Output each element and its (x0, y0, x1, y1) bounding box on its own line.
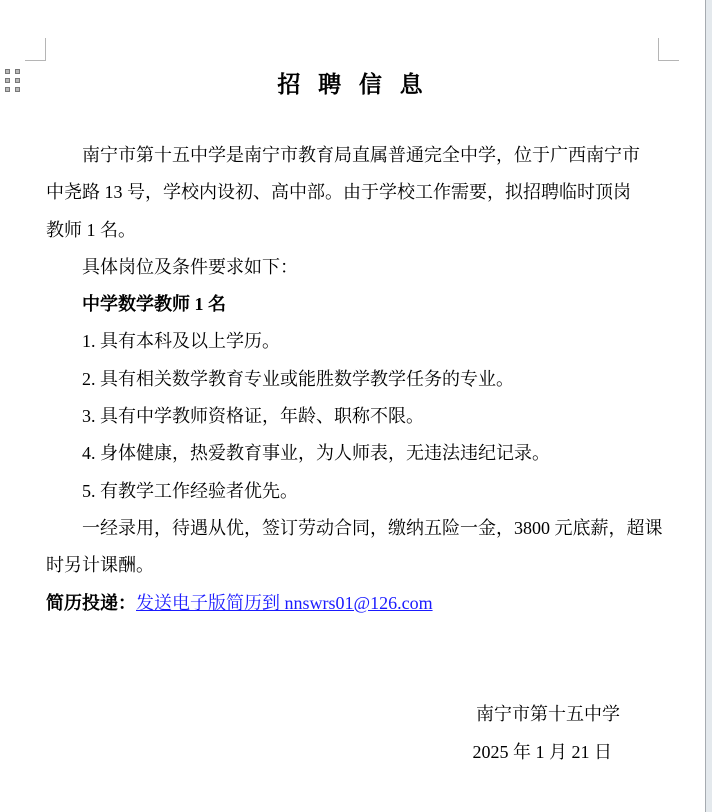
blank-line (46, 622, 660, 659)
paragraph-line: 时另计课酬。 (46, 555, 154, 576)
resume-label: 简历投递： (46, 592, 136, 613)
signature-school-name: 南宁市第十五中学 (476, 704, 620, 725)
resume-line (46, 585, 660, 622)
position-heading: 中学数学教师 1 名 (82, 294, 226, 315)
paragraph-line: 中尧路 13 号，学校内设初、高中部。由于学校工作需要，拟招聘临时顶岗 (46, 182, 631, 203)
document-body (46, 137, 663, 771)
requirement-item: 3. 具有中学教师资格证，年龄、职称不限。 (82, 406, 424, 427)
paragraph-line: 一经录用，待遇从优，签订劳动合同，缴纳五险一金，3800 元底薪，超课 (82, 517, 663, 538)
drag-handle-dot (15, 78, 20, 83)
drag-handle-dot (15, 69, 20, 74)
drag-handle-dot (5, 69, 10, 74)
resume-email-link[interactable]: 发送电子版简历到 nnswrs01@126.com (136, 592, 433, 613)
requirement-item: 2. 具有相关数学教育专业或能胜数学教学任务的专业。 (82, 368, 514, 389)
paragraph-line: 具体岗位及条件要求如下： (82, 256, 298, 277)
top-right-margin-mark-icon (658, 38, 679, 61)
requirement-item: 4. 身体健康，热爱教育事业，为人师表，无违法违纪记录。 (82, 443, 550, 464)
document-title: 招 聘 信 息 (277, 72, 429, 97)
top-left-margin-mark-icon (25, 38, 46, 61)
drag-handle-icon[interactable] (5, 69, 20, 92)
signature-date: 2025 年 1 月 21 日 (472, 741, 612, 762)
requirement-item: 1. 具有本科及以上学历。 (82, 331, 280, 352)
page-edge-strip (705, 0, 712, 812)
paragraph-line: 南宁市第十五中学是南宁市教育局直属普通完全中学，位于广西南宁市 (82, 145, 640, 165)
drag-handle-dot (15, 87, 20, 92)
requirement-item: 5. 有教学工作经验者优先。 (82, 480, 298, 501)
drag-handle-dot (5, 78, 10, 83)
drag-handle-dot (5, 87, 10, 92)
blank-line (46, 659, 660, 696)
paragraph-line: 教师 1 名。 (46, 219, 136, 240)
